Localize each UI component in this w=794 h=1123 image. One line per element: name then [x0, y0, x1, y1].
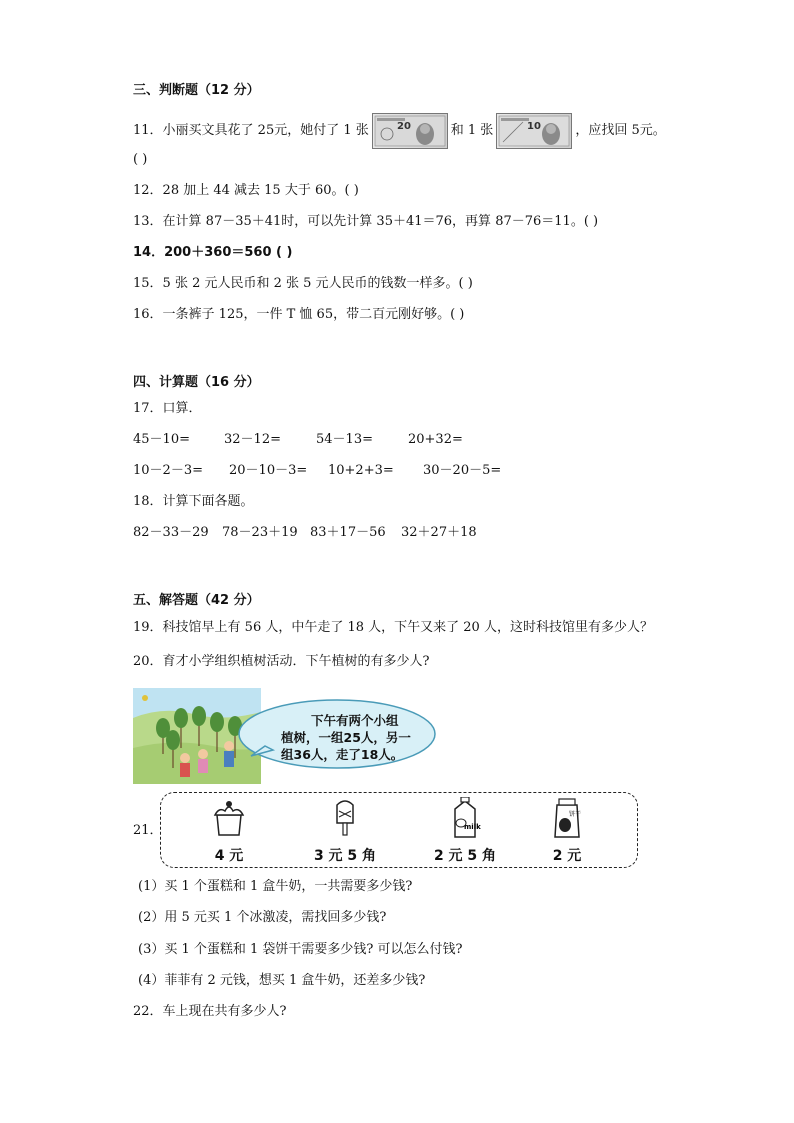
speech-bubble [281, 712, 411, 763]
price-biscuits: 2 元 [552, 848, 582, 864]
ice-cream-icon [325, 797, 365, 839]
price-ice-cream: 3 元 5 角 [313, 848, 377, 864]
question-12: 12．28 加上 44 减去 15 大于 60。( ) [133, 183, 359, 198]
question-21-label: 21． [133, 823, 163, 838]
mental-math-cell: 10+2+3= [328, 463, 394, 478]
mental-math-cell: 54－13= [316, 432, 373, 447]
mental-math-cell: 20+32= [408, 432, 463, 447]
banknote-20-value: 20 [396, 120, 411, 132]
mental-math-cell: 32－12= [224, 432, 281, 447]
q11-text-1: 11．小丽买文具花了 25元，她付了 1 张 [133, 123, 369, 138]
banknote-10-value: 10 [527, 120, 542, 132]
mental-math-cell: 45－10= [133, 432, 190, 447]
question-18: 18．计算下面各题。 [133, 494, 254, 509]
q21-sub-3: (3）买 1 个蛋糕和 1 袋饼干需要多少钱? 可以怎么付钱? [138, 942, 463, 957]
question-20: 20．育才小学组织植树活动．下午植树的有多少人? [133, 654, 430, 669]
shop-item-cake [179, 793, 279, 865]
price-cake: 4 元 [214, 848, 244, 864]
price-milk: 2 元 5 角 [433, 848, 497, 864]
question-13: 13．在计算 87－35＋41时，可以先计算 35＋41＝76，再算 87－76＝11。( ) [133, 214, 599, 229]
q21-sub-2: (2）用 5 元买 1 个冰激凌，需找回多少钱? [138, 910, 387, 925]
section5-heading: 五、解答题（42 分） [133, 593, 260, 608]
q11-text-3: ，应找回 5元。 [575, 123, 666, 138]
biscuit-label: 饼干 [569, 811, 582, 818]
milk-carton-icon [445, 797, 485, 839]
biscuit-bag-icon [547, 797, 587, 839]
calc-cell: 32＋27＋18 [401, 525, 477, 540]
section3-heading: 三、判断题（12 分） [133, 83, 260, 98]
q11-answer-bracket: ( ) [133, 152, 148, 167]
q11-text-2: 和 1 张 [450, 123, 494, 138]
mental-math-cell: 10－2－3= [133, 463, 203, 478]
section4-heading: 四、计算题（16 分） [133, 375, 260, 390]
tree-planting-illustration [133, 688, 436, 784]
banknote-20-icon [372, 113, 448, 149]
shop-item-ice-cream [295, 793, 395, 865]
question-19: 19．科技馆早上有 56 人，中午走了 18 人，下午又来了 20 人，这时科技馆里有多少人？ [133, 620, 653, 635]
bubble-line: 组36人，走了18人。 [281, 747, 404, 762]
question-16: 16．一条裤子 125，一件 T 恤 65，带二百元刚好够。( ) [133, 307, 465, 322]
question-17: 17．口算． [133, 401, 202, 416]
mental-math-cell: 20－10－3= [229, 463, 308, 478]
calc-cell: 78－23＋19 [222, 525, 298, 540]
shop-item-milk [415, 793, 515, 865]
calc-cell: 82－33－29 [133, 525, 209, 540]
question-15: 15．5 张 2 元人民币和 2 张 5 元人民币的钱数一样多。( ) [133, 276, 473, 291]
question-14: 14．200＋360＝560 ( ) [133, 245, 293, 260]
price-list-box [160, 792, 638, 868]
cake-icon [209, 797, 249, 839]
bubble-line: 下午有两个小组 [311, 713, 399, 728]
shop-item-biscuits [517, 793, 617, 865]
mental-math-cell: 30－20－5= [423, 463, 502, 478]
banknote-10-icon [496, 113, 572, 149]
bubble-line: 植树，一组25人，另一 [281, 730, 411, 745]
question-22: 22．车上现在共有多少人? [133, 1004, 287, 1019]
q21-sub-1: (1）买 1 个蛋糕和 1 盒牛奶，一共需要多少钱? [138, 879, 413, 894]
milk-label: milk [464, 823, 481, 831]
question-11 [133, 112, 666, 150]
q21-sub-4: (4）菲菲有 2 元钱，想买 1 盒牛奶，还差多少钱? [138, 973, 426, 988]
calc-cell: 83＋17－56 [310, 525, 386, 540]
